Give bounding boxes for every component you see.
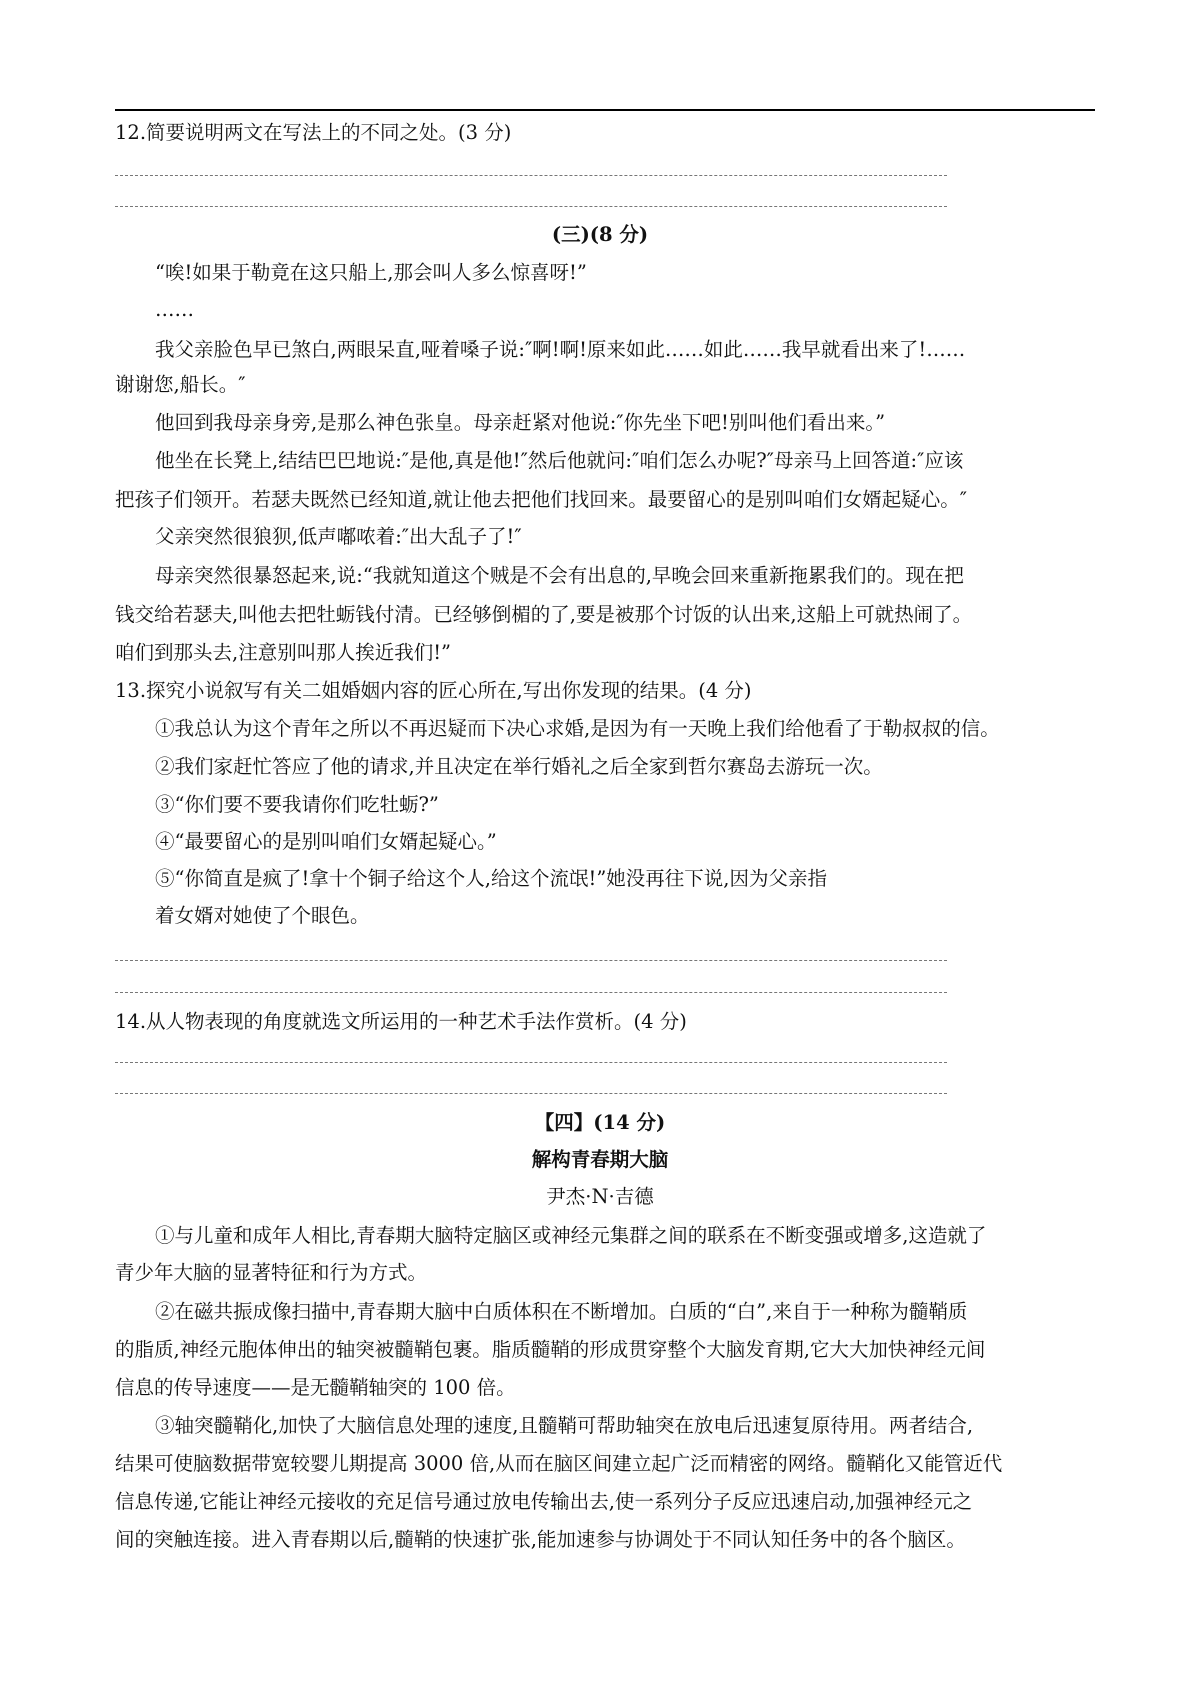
question-12-prompt: 12.简要说明两文在写法上的不同之处。(3 分): [115, 121, 512, 144]
section-3-title: (三)(8 分): [551, 223, 649, 246]
article-paragraph: 的脂质,神经元胞体伸出的轴突被髓鞘包裹。脂质髓鞘的形成贯穿整个大脑发育期,它大大加快神经元间: [115, 1338, 986, 1361]
answer-line[interactable]: [115, 175, 947, 176]
paragraph: 他回到我母亲身旁,是那么神色张皇。母亲赶紧对他说:″你先坐下吧!别叫他们看出来。”: [155, 411, 886, 434]
article-paragraph: 信息传递,它能让神经元接收的充足信号通过放电传输出去,使一系列分子反应迅速启动,加强神经元之: [115, 1490, 973, 1513]
question-13-item: ④“最要留心的是别叫咱们女婿起疑心。”: [155, 830, 497, 853]
question-13-item: 着女婿对她使了个眼色。: [155, 904, 370, 927]
article-paragraph: 青少年大脑的显著特征和行为方式。: [115, 1261, 428, 1284]
article-paragraph: ①与儿童和成年人相比,青春期大脑特定脑区或神经元集群之间的联系在不断变强或增多,这造就了: [155, 1224, 987, 1247]
article-author: 尹杰·N·吉德: [546, 1185, 654, 1208]
answer-line[interactable]: [115, 1062, 947, 1063]
question-13-prompt: 13.探究小说叙写有关二姐婚姻内容的匠心所在,写出你发现的结果。(4 分): [115, 679, 752, 702]
paragraph: 母亲突然很暴怒起来,说:“我就知道这个贼是不会有出息的,早晚会回来重新拖累我们的。现在把: [155, 564, 964, 587]
answer-line[interactable]: [115, 960, 947, 961]
paragraph: 谢谢您,船长。″: [115, 373, 246, 396]
question-13-item: ⑤“你简直是疯了!拿十个铜子给这个人,给这个流氓!”她没再往下说,因为父亲指: [155, 867, 828, 890]
article-paragraph: ②在磁共振成像扫描中,青春期大脑中白质体积在不断增加。白质的“白”,来自于一种称为髓鞘质: [155, 1300, 968, 1323]
article-title: 解构青春期大脑: [531, 1148, 669, 1171]
paragraph: 钱交给若瑟夫,叫他去把牡蛎钱付清。已经够倒楣的了,要是被那个讨饭的认出来,这船上可就热闹了。: [115, 603, 973, 626]
question-13-item: ①我总认为这个青年之所以不再迟疑而下决心求婚,是因为有一天晚上我们给他看了于勒叔叔的信。: [155, 717, 1000, 740]
article-paragraph: ③轴突髓鞘化,加快了大脑信息处理的速度,且髓鞘可帮助轴突在放电后迅速复原待用。两者结合,: [155, 1414, 974, 1437]
answer-line[interactable]: [115, 1093, 947, 1094]
paragraph: 咱们到那头去,注意别叫那人挨近我们!”: [115, 641, 452, 664]
paragraph: 他坐在长凳上,结结巴巴地说:″是他,真是他!″然后他就问:″咱们怎么办呢?″母亲马上回答道:″应该: [155, 449, 964, 472]
answer-line[interactable]: [115, 992, 947, 993]
question-14-prompt: 14.从人物表现的角度就选文所运用的一种艺术手法作赏析。(4 分): [115, 1010, 687, 1033]
question-13-item: ③“你们要不要我请你们吃牡蛎?”: [155, 793, 439, 816]
paragraph: “唉!如果于勒竟在这只船上,那会叫人多么惊喜呀!”: [155, 261, 587, 284]
article-paragraph: 间的突触连接。进入青春期以后,髓鞘的快速扩张,能加速参与协调处于不同认知任务中的各个脑区。: [115, 1528, 966, 1551]
article-paragraph: 结果可使脑数据带宽较婴儿期提高 3000 倍,从而在脑区间建立起广泛而精密的网络。髓鞘化又能管近代: [115, 1452, 1003, 1475]
section-4-title: 【四】(14 分): [534, 1111, 666, 1134]
paragraph: 把孩子们领开。若瑟夫既然已经知道,就让他去把他们找回来。最要留心的是别叫咱们女婿起疑心。″: [115, 488, 967, 511]
article-paragraph: 信息的传导速度——是无髓鞘轴突的 100 倍。: [115, 1376, 516, 1399]
question-13-item: ②我们家赶忙答应了他的请求,并且决定在举行婚礼之后全家到哲尔赛岛去游玩一次。: [155, 755, 883, 778]
paragraph: 我父亲脸色早已煞白,两眼呆直,哑着嗓子说:″啊!啊!原来如此……如此……我早就看出来了!……: [155, 338, 966, 361]
header-rule: [115, 109, 1095, 111]
paragraph: 父亲突然很狼狈,低声嘟哝着:″出大乱子了!″: [155, 525, 522, 548]
answer-line[interactable]: [115, 206, 947, 207]
ellipsis: ……: [155, 298, 194, 321]
